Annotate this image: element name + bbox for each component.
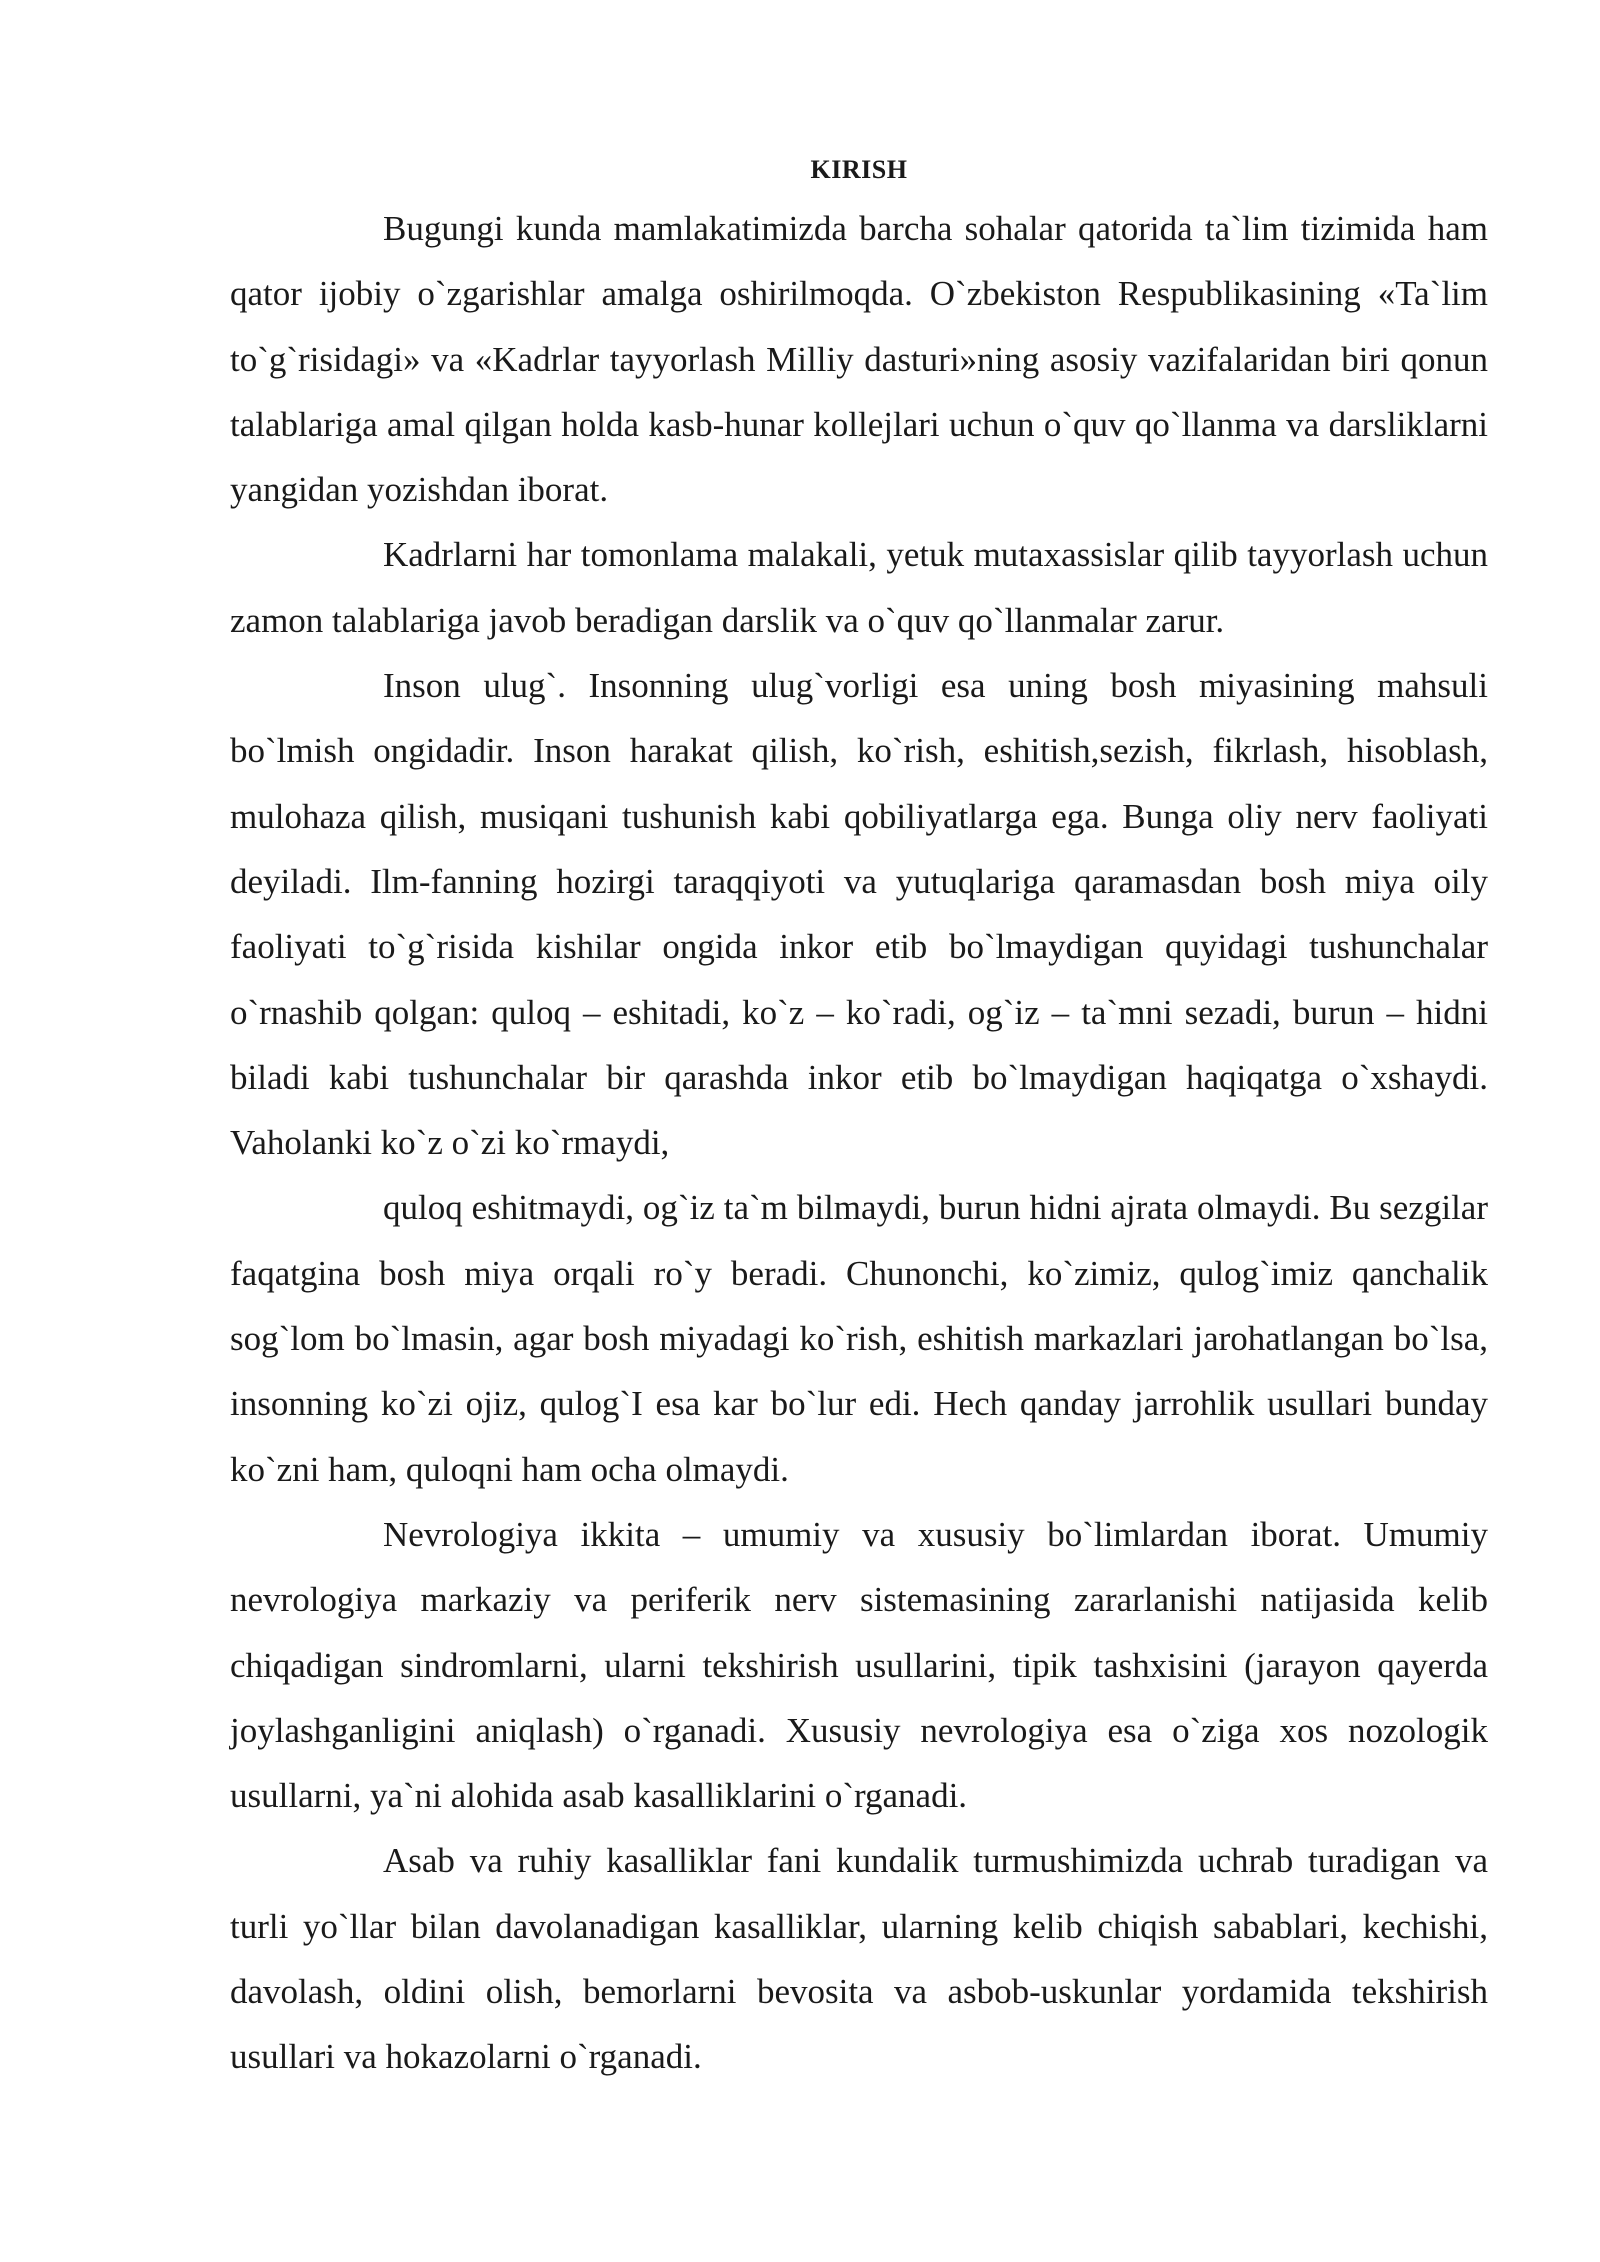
document-body bbox=[230, 150, 1488, 2090]
paragraph-human-brain: Inson ulug`. Insonning ulug`vorligi esa uning bosh miyasining mahsuli bo`lmish ongidadir. Inson harakat qilish, ko`rish, eshitish,sezish, fikrlash, hisoblash, mulohaza qilish, musiqani tushunish kabi qobiliyatlarga ega. Bunga oliy nerv faoliyati deyiladi. Ilm-fanning hozirgi taraqqiyoti va yutuqlariga qaramasdan bosh miya oily faoliyati to`g`risida kishilar ongida inkor etib bo`lmaydigan quyidagi tushunchalar o`rnashib qolgan: quloq – eshitadi, ko`z – ko`radi, og`iz – ta`mni sezadi, burun – hidni biladi kabi tushunchalar bir qarashda inkor etib bo`lmaydigan haqiqatga o`xshaydi. Vaholanki ko`z o`zi ko`rmaydi, bbox=[230, 666, 1488, 1163]
paragraph-senses: quloq eshitmaydi, og`iz ta`m bilmaydi, burun hidni ajrata olmaydi. Bu sezgilar faqatgina bosh miya orqali ro`y beradi. Chunonchi, ko`zimiz, qulog`imiz qanchalik sog`lom bo`lmasin, agar bosh miyadagi ko`rish, eshitish markazlari jarohatlangan bo`lsa, insonning ko`zi ojiz, qulog`I esa kar bo`lur edi. Hech qanday jarrohlik usullari bunday ko`zni ham, quloqni ham ocha olmaydi. bbox=[230, 1188, 1488, 1489]
paragraph-discipline: Asab va ruhiy kasalliklar fani kundalik turmushimizda uchrab turadigan va turli yo`llar bilan davolanadigan kasalliklar, ularning kelib chiqish sabablari, kechishi, davolash, oldini olish, bemorlarni bevosita va asbob-uskunlar yordamida tekshirish usullari va hokazolarni o`rganadi. bbox=[230, 1841, 1488, 2077]
paragraph-cadres: Kadrlarni har tomonlama malakali, yetuk mutaxassislar qilib tayyorlash uchun zamon talablariga javob beradigan darslik va o`quv qo`llanmalar zarur. bbox=[230, 535, 1488, 640]
page-title: KIRISH bbox=[810, 155, 908, 184]
paragraph-intro: Bugungi kunda mamlakatimizda barcha sohalar qatorida ta`lim tizimida ham qator ijobiy o`zgarishlar amalga oshirilmoqda. O`zbekiston Respublikasining «Ta`lim to`g`risidagi» va «Kadrlar tayyorlash Milliy dasturi»ning asosiy vazifalaridan biri qonun talablariga amal qilgan holda kasb-hunar kollejlari uchun o`quv qo`llanma va darsliklarni yangidan yozishdan iborat. bbox=[230, 209, 1488, 510]
paragraph-neurology: Nevrologiya ikkita – umumiy va xususiy bo`limlardan iborat. Umumiy nevrologiya markaziy va periferik nerv sistemasining zararlanishi natijasida kelib chiqadigan sindromlarni, ularni tekshirish usullarini, tipik tashxisini (jarayon qayerda joylashganligini aniqlash) o`rganadi. Xususiy nevrologiya esa o`ziga xos nozologik usullarni, ya`ni alohida asab kasalliklarini o`rganadi. bbox=[230, 1514, 1488, 1816]
